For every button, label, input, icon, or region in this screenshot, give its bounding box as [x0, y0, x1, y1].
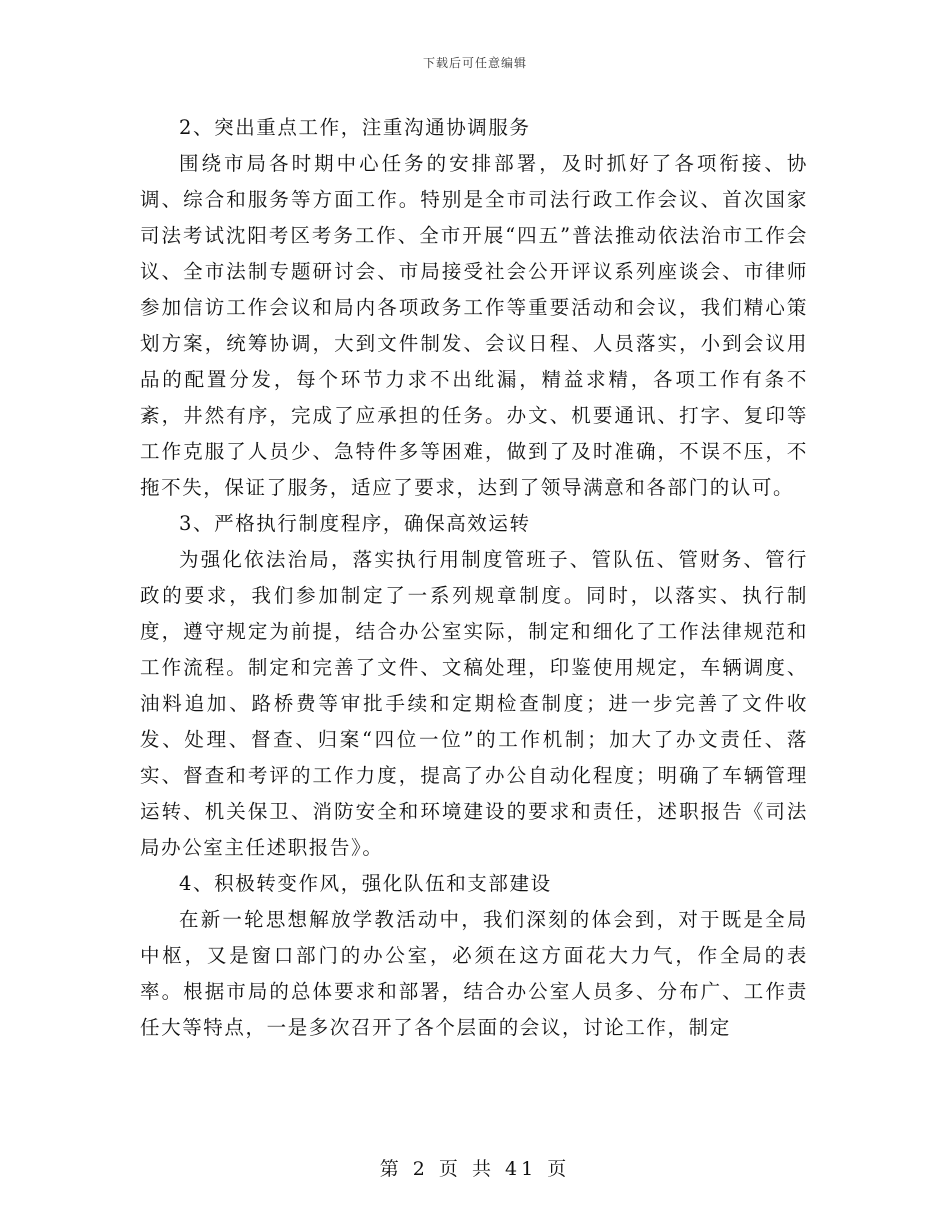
section-heading-3: 3、严格执行制度程序，确保高效运转 [179, 512, 531, 535]
document-body [140, 110, 808, 1046]
header-note: 下载后可任意编辑 [422, 56, 527, 70]
paragraph: 在新一轮思想解放学教活动中，我们深刻的体会到，对于既是全局中枢，又是窗口部门的办公室，必须在这方面花大力气，作全局的表率。根据市局的总体要求和部署，结合办公室人员多、分布广、工作责任大等特点，一是多次召开了各个层面的会议，讨论工作，制定 [140, 908, 808, 1039]
page-number: 第 2 页 共 41 页 [379, 1158, 571, 1180]
section-heading-2: 2、突出重点工作，注重沟通协调服务 [179, 116, 531, 139]
paragraph: 围绕市局各时期中心任务的安排部署，及时抓好了各项衔接、协调、综合和服务等方面工作。特别是全市司法行政工作会议、首次国家司法考试沈阳考区考务工作、全市开展“四五”普法推动依法治市工作会议、全市法制专题研讨会、市局接受社会公开评议系列座谈会、市律师参加信访工作会议和局内各项政务工作等重要活动和会议，我们精心策划方案，统筹协调，大到文件制发、会议日程、人员落实，小到会议用品的配置分发，每个环节力求不出纰漏，精益求精，各项工作有条不紊，井然有序，完成了应承担的任务。办文、机要通讯、打字、复印等工作克服了人员少、急特件多等困难，做到了及时准确，不误不压，不拖不失，保证了服务，适应了要求，达到了领导满意和各部门的认可。 [140, 152, 808, 499]
section-heading-4: 4、积极转变作风，强化队伍和支部建设 [179, 872, 552, 895]
paragraph: 为强化依法治局，落实执行用制度管班子、管队伍、管财务、管行政的要求，我们参加制定了一系列规章制度。同时，以落实、执行制度，遵守规定为前提，结合办公室实际，制定和细化了工作法律规范和工作流程。制定和完善了文件、文稿处理，印鉴使用规定，车辆调度、油料追加、路桥费等审批手续和定期检查制度；进一步完善了文件收发、处理、督查、归案“四位一位”的工作机制；加大了办文责任、落实、督查和考评的工作力度，提高了办公自动化程度；明确了车辆管理运转、机关保卫、消防安全和环境建设的要求和责任，述职报告《司法局办公室主任述职报告》。 [140, 548, 808, 859]
